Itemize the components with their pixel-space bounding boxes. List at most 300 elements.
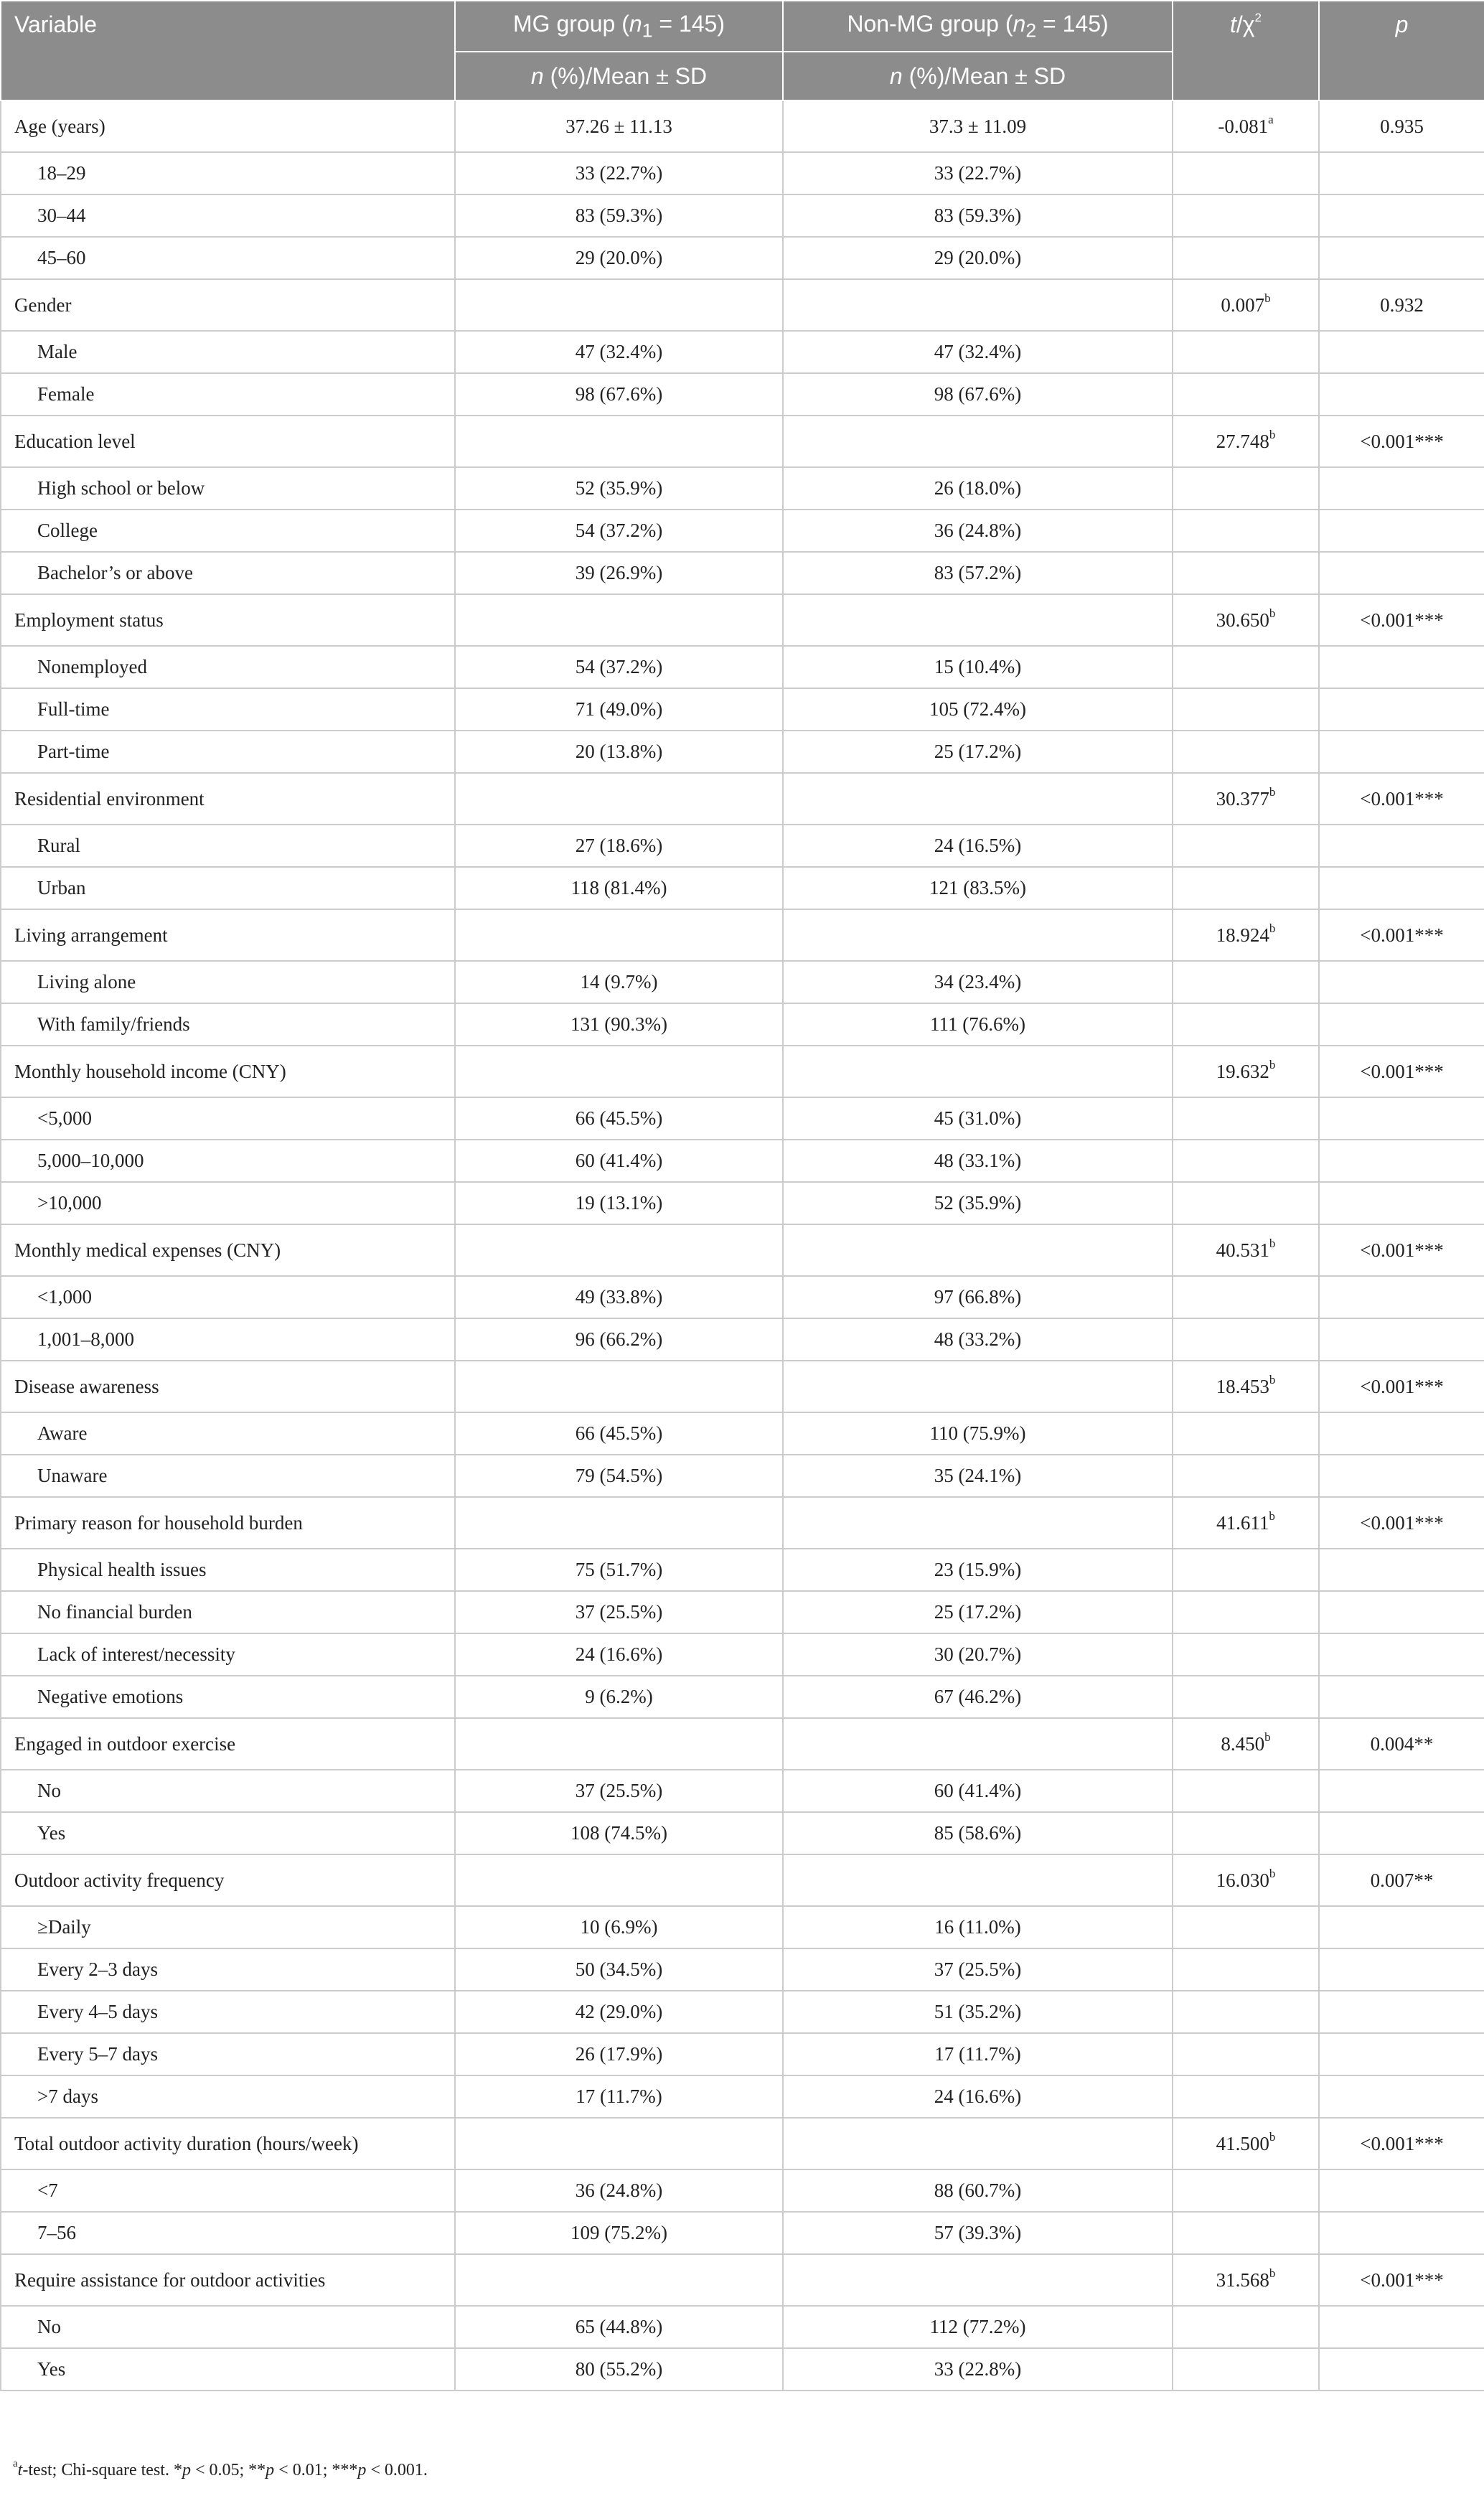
statistic-value: [1173, 1182, 1319, 1224]
mg-value: [455, 773, 783, 825]
category-label: <5,000: [1, 1097, 455, 1140]
statistic-value: [1173, 373, 1319, 416]
category-label: 30–44: [1, 194, 455, 237]
statistic-value: [1173, 867, 1319, 909]
mg-value: 29 (20.0%): [455, 237, 783, 279]
p-value: 0.932: [1319, 279, 1484, 331]
statistic-value: [1173, 909, 1319, 961]
variable-label: Education level: [1, 416, 455, 467]
mg-value: [455, 1854, 783, 1906]
non-mg-value: 60 (41.4%): [783, 1770, 1173, 1812]
table-row-category: [1, 1906, 1484, 1948]
p-value: [1319, 1591, 1484, 1633]
statistic-footnote-mark: b: [1269, 2129, 1276, 2144]
header-p-value: p: [1319, 1, 1484, 100]
table-row-variable: [1, 279, 1484, 331]
mg-value: 47 (32.4%): [455, 331, 783, 373]
table-row-category: [1, 552, 1484, 594]
mg-value: 37.26 ± 11.13: [455, 100, 783, 152]
variable-label: Primary reason for household burden: [1, 1497, 455, 1549]
mg-value: [455, 416, 783, 467]
mg-value: 14 (9.7%): [455, 961, 783, 1003]
table-row-category: [1, 1003, 1484, 1046]
category-label: >7 days: [1, 2075, 455, 2118]
table-row-variable: [1, 594, 1484, 646]
table-row-category: [1, 152, 1484, 194]
mg-value: 50 (34.5%): [455, 1948, 783, 1991]
p-value: <0.001***: [1319, 773, 1484, 825]
statistic-footnote-mark: b: [1269, 606, 1276, 620]
variable-label: Employment status: [1, 594, 455, 646]
mg-value: 39 (26.9%): [455, 552, 783, 594]
statistic-value: [1173, 1854, 1319, 1906]
p-value: [1319, 552, 1484, 594]
table-row-category: [1, 237, 1484, 279]
p-value: [1319, 237, 1484, 279]
p-value: <0.001***: [1319, 1224, 1484, 1276]
category-label: 5,000–10,000: [1, 1140, 455, 1182]
p-value: [1319, 152, 1484, 194]
p-value: [1319, 2033, 1484, 2075]
non-mg-value: 57 (39.3%): [783, 2212, 1173, 2254]
variable-label: Total outdoor activity duration (hours/week): [1, 2118, 455, 2169]
statistic-value: [1173, 1718, 1319, 1770]
variable-label: Living arrangement: [1, 909, 455, 961]
p-value: [1319, 731, 1484, 773]
table-row-variable: [1, 1497, 1484, 1549]
table-row-variable: [1, 416, 1484, 467]
p-value: [1319, 1003, 1484, 1046]
mg-value: 49 (33.8%): [455, 1276, 783, 1318]
category-label: No: [1, 2306, 455, 2348]
category-label: ≥Daily: [1, 1906, 455, 1948]
statistic-value: [1173, 2212, 1319, 2254]
mg-value: 54 (37.2%): [455, 510, 783, 552]
statistic-number: 27.748: [1216, 430, 1269, 452]
mg-value: 10 (6.9%): [455, 1906, 783, 1948]
p-value: [1319, 331, 1484, 373]
mg-value: 24 (16.6%): [455, 1633, 783, 1676]
statistic-value: [1173, 1906, 1319, 1948]
non-mg-value: 112 (77.2%): [783, 2306, 1173, 2348]
statistic-value: [1173, 100, 1319, 152]
p-value: <0.001***: [1319, 909, 1484, 961]
p-value: [1319, 1140, 1484, 1182]
mg-value: 26 (17.9%): [455, 2033, 783, 2075]
mg-value: 75 (51.7%): [455, 1549, 783, 1591]
statistic-value: [1173, 1276, 1319, 1318]
non-mg-value: 83 (57.2%): [783, 552, 1173, 594]
header-non-mg-group: Non-MG group $(n_2 = 145)$: [783, 1, 1173, 52]
mg-value: 96 (66.2%): [455, 1318, 783, 1361]
table-row-category: [1, 373, 1484, 416]
mg-value: 42 (29.0%): [455, 1991, 783, 2033]
non-mg-value: [783, 279, 1173, 331]
non-mg-value: [783, 594, 1173, 646]
non-mg-value: 52 (35.9%): [783, 1182, 1173, 1224]
table-row-variable: [1, 773, 1484, 825]
p-value: [1319, 961, 1484, 1003]
non-mg-value: [783, 909, 1173, 961]
statistic-footnote-mark: b: [1269, 1866, 1276, 1880]
mg-value: [455, 1224, 783, 1276]
category-label: 45–60: [1, 237, 455, 279]
p-value: [1319, 867, 1484, 909]
table-row-category: [1, 1948, 1484, 1991]
table-row-category: [1, 2212, 1484, 2254]
non-mg-value: 37.3 ± 11.09: [783, 100, 1173, 152]
mg-value: [455, 1361, 783, 1412]
p-value: [1319, 688, 1484, 731]
statistic-footnote-mark: b: [1269, 784, 1276, 799]
mg-value: 66 (45.5%): [455, 1412, 783, 1455]
non-mg-value: 30 (20.7%): [783, 1633, 1173, 1676]
variable-label: Monthly household income (CNY): [1, 1046, 455, 1097]
subheader-non-mg: n (%)/Mean ± SD: [783, 52, 1173, 100]
subheader-mg: n (%)/Mean ± SD: [455, 52, 783, 100]
statistic-value: [1173, 552, 1319, 594]
table-row-category: [1, 1676, 1484, 1718]
category-label: Aware: [1, 1412, 455, 1455]
mg-value: 33 (22.7%): [455, 152, 783, 194]
p-value: [1319, 194, 1484, 237]
statistic-value: [1173, 331, 1319, 373]
statistic-value: [1173, 1812, 1319, 1854]
p-value: <0.001***: [1319, 1046, 1484, 1097]
non-mg-value: 83 (59.3%): [783, 194, 1173, 237]
non-mg-value: 16 (11.0%): [783, 1906, 1173, 1948]
statistic-value: [1173, 1991, 1319, 2033]
p-value: <0.001***: [1319, 416, 1484, 467]
non-mg-value: 105 (72.4%): [783, 688, 1173, 731]
category-label: Bachelor’s or above: [1, 552, 455, 594]
p-value: [1319, 1676, 1484, 1718]
non-mg-value: 25 (17.2%): [783, 1591, 1173, 1633]
mg-value: [455, 2254, 783, 2306]
mg-value: 19 (13.1%): [455, 1182, 783, 1224]
non-mg-value: 67 (46.2%): [783, 1676, 1173, 1718]
table-row-category: [1, 1318, 1484, 1361]
statistic-footnote-mark: b: [1269, 1372, 1276, 1387]
category-label: Full-time: [1, 688, 455, 731]
table-row-category: [1, 467, 1484, 510]
p-value: 0.007**: [1319, 1854, 1484, 1906]
non-mg-value: 88 (60.7%): [783, 2169, 1173, 2212]
statistic-value: [1173, 237, 1319, 279]
mg-value: 65 (44.8%): [455, 2306, 783, 2348]
category-label: 7–56: [1, 2212, 455, 2254]
p-value: [1319, 1948, 1484, 1991]
statistic-footnote-mark: b: [1269, 921, 1276, 935]
table-row-variable: [1, 2118, 1484, 2169]
p-value: [1319, 1906, 1484, 1948]
statistic-value: [1173, 1224, 1319, 1276]
statistic-value: [1173, 2306, 1319, 2348]
p-value: [1319, 1991, 1484, 2033]
non-mg-value: 15 (10.4%): [783, 646, 1173, 688]
mg-value: 37 (25.5%): [455, 1770, 783, 1812]
statistic-value: [1173, 1676, 1319, 1718]
statistic-value: [1173, 825, 1319, 867]
mg-value: 80 (55.2%): [455, 2348, 783, 2391]
non-mg-value: 45 (31.0%): [783, 1097, 1173, 1140]
mg-value: [455, 1497, 783, 1549]
statistic-footnote-mark: b: [1269, 2266, 1276, 2280]
p-value: [1319, 1318, 1484, 1361]
table-body: [1, 100, 1484, 2391]
statistic-value: [1173, 1412, 1319, 1455]
table-row-variable: [1, 1854, 1484, 1906]
table-row-category: [1, 1770, 1484, 1812]
statistic-value: [1173, 2348, 1319, 2391]
mg-value: 20 (13.8%): [455, 731, 783, 773]
non-mg-value: 111 (76.6%): [783, 1003, 1173, 1046]
statistic-number: 16.030: [1216, 1869, 1269, 1891]
p-value: [1319, 1412, 1484, 1455]
mg-value: [455, 279, 783, 331]
non-mg-value: 37 (25.5%): [783, 1948, 1173, 1991]
mg-value: 79 (54.5%): [455, 1455, 783, 1497]
table-row-category: [1, 1549, 1484, 1591]
mg-value: [455, 909, 783, 961]
non-mg-value: [783, 2118, 1173, 2169]
non-mg-value: [783, 1854, 1173, 1906]
statistic-value: [1173, 773, 1319, 825]
statistic-value: [1173, 1003, 1319, 1046]
p-value: [1319, 373, 1484, 416]
category-label: Nonemployed: [1, 646, 455, 688]
statistic-value: [1173, 467, 1319, 510]
statistic-number: 0.007: [1221, 294, 1265, 316]
non-mg-value: 34 (23.4%): [783, 961, 1173, 1003]
statistic-value: [1173, 646, 1319, 688]
non-mg-value: 23 (15.9%): [783, 1549, 1173, 1591]
mg-value: 109 (75.2%): [455, 2212, 783, 2254]
table-row-variable: [1, 1224, 1484, 1276]
mg-value: 131 (90.3%): [455, 1003, 783, 1046]
p-value: <0.001***: [1319, 594, 1484, 646]
statistic-value: [1173, 1046, 1319, 1097]
table-row-variable: [1, 1361, 1484, 1412]
p-value: [1319, 2169, 1484, 2212]
p-value: [1319, 1182, 1484, 1224]
statistic-number: -0.081: [1218, 115, 1269, 137]
non-mg-value: [783, 1224, 1173, 1276]
variable-label: Residential environment: [1, 773, 455, 825]
p-value: [1319, 1276, 1484, 1318]
mg-value: [455, 1046, 783, 1097]
statistic-value: [1173, 152, 1319, 194]
statistic-value: [1173, 1097, 1319, 1140]
category-label: With family/friends: [1, 1003, 455, 1046]
table-row-category: [1, 688, 1484, 731]
category-label: Yes: [1, 2348, 455, 2391]
category-label: Living alone: [1, 961, 455, 1003]
mg-value: 36 (24.8%): [455, 2169, 783, 2212]
statistic-number: 18.453: [1216, 1375, 1269, 1397]
category-label: <7: [1, 2169, 455, 2212]
non-mg-value: 36 (24.8%): [783, 510, 1173, 552]
category-label: Yes: [1, 1812, 455, 1854]
variable-label: Outdoor activity frequency: [1, 1854, 455, 1906]
p-value: [1319, 467, 1484, 510]
table-row-category: [1, 1140, 1484, 1182]
p-value: [1319, 646, 1484, 688]
statistic-value: [1173, 1140, 1319, 1182]
non-mg-value: 24 (16.5%): [783, 825, 1173, 867]
table-row-category: [1, 2033, 1484, 2075]
non-mg-value: 85 (58.6%): [783, 1812, 1173, 1854]
table-row-variable: [1, 2254, 1484, 2306]
statistic-value: [1173, 194, 1319, 237]
table-row-variable: [1, 1718, 1484, 1770]
category-label: College: [1, 510, 455, 552]
statistic-value: [1173, 2075, 1319, 2118]
statistic-value: [1173, 688, 1319, 731]
statistic-footnote-mark: b: [1264, 291, 1271, 305]
non-mg-value: 25 (17.2%): [783, 731, 1173, 773]
non-mg-value: 33 (22.8%): [783, 2348, 1173, 2391]
mg-value: 9 (6.2%): [455, 1676, 783, 1718]
statistic-value: [1173, 2169, 1319, 2212]
variable-label: Engaged in outdoor exercise: [1, 1718, 455, 1770]
non-mg-value: 47 (32.4%): [783, 331, 1173, 373]
p-value: [1319, 1770, 1484, 1812]
mg-value: [455, 594, 783, 646]
mg-value: [455, 1718, 783, 1770]
non-mg-value: 121 (83.5%): [783, 867, 1173, 909]
header-variable: Variable: [1, 1, 455, 100]
mg-value: 17 (11.7%): [455, 2075, 783, 2118]
category-label: Unaware: [1, 1455, 455, 1497]
non-mg-value: 35 (24.1%): [783, 1455, 1173, 1497]
statistic-footnote-mark: b: [1264, 1730, 1271, 1744]
category-label: Female: [1, 373, 455, 416]
mg-value: 66 (45.5%): [455, 1097, 783, 1140]
non-mg-value: 48 (33.1%): [783, 1140, 1173, 1182]
category-label: No: [1, 1770, 455, 1812]
mg-value: 98 (67.6%): [455, 373, 783, 416]
table-row-category: [1, 1097, 1484, 1140]
category-label: Every 2–3 days: [1, 1948, 455, 1991]
category-label: 18–29: [1, 152, 455, 194]
table-row-category: [1, 1182, 1484, 1224]
table-row-category: [1, 194, 1484, 237]
p-value: [1319, 1633, 1484, 1676]
p-value: [1319, 1549, 1484, 1591]
non-mg-value: [783, 416, 1173, 467]
variable-label: Disease awareness: [1, 1361, 455, 1412]
non-mg-value: 26 (18.0%): [783, 467, 1173, 510]
header-statistic: $t/\chi^2$: [1173, 1, 1319, 100]
non-mg-value: [783, 1046, 1173, 1097]
statistic-value: [1173, 961, 1319, 1003]
statistic-value: [1173, 594, 1319, 646]
category-label: Urban: [1, 867, 455, 909]
variable-label: Gender: [1, 279, 455, 331]
variable-label: Monthly medical expenses (CNY): [1, 1224, 455, 1276]
p-value: 0.935: [1319, 100, 1484, 152]
p-value: [1319, 510, 1484, 552]
mg-value: 118 (81.4%): [455, 867, 783, 909]
statistic-value: [1173, 1633, 1319, 1676]
header-mg-group: MG group $(n_1 = 145)$: [455, 1, 783, 52]
statistic-footnote-mark: b: [1269, 1509, 1275, 1523]
non-mg-value: 51 (35.2%): [783, 1991, 1173, 2033]
non-mg-value: [783, 1361, 1173, 1412]
footnote: $^a$t-test; Chi-square test. *p < 0.05; **p < 0.01; ***p < 0.001.: [13, 2458, 428, 2479]
category-label: Rural: [1, 825, 455, 867]
p-value: <0.001***: [1319, 1497, 1484, 1549]
category-label: <1,000: [1, 1276, 455, 1318]
statistic-value: [1173, 2033, 1319, 2075]
table-row-category: [1, 961, 1484, 1003]
mg-value: [455, 2118, 783, 2169]
table-row-variable: [1, 909, 1484, 961]
statistic-value: [1173, 1591, 1319, 1633]
non-mg-value: 110 (75.9%): [783, 1412, 1173, 1455]
statistic-number: 30.650: [1216, 609, 1269, 631]
mg-value: 52 (35.9%): [455, 467, 783, 510]
category-label: Negative emotions: [1, 1676, 455, 1718]
non-mg-value: 33 (22.7%): [783, 152, 1173, 194]
table-row-category: [1, 1812, 1484, 1854]
variable-label: Require assistance for outdoor activities: [1, 2254, 455, 2306]
category-label: No financial burden: [1, 1591, 455, 1633]
non-mg-value: 48 (33.2%): [783, 1318, 1173, 1361]
table-header: [1, 1, 1484, 100]
statistic-number: 31.568: [1216, 2269, 1269, 2291]
statistic-value: [1173, 1948, 1319, 1991]
table-row-category: [1, 1276, 1484, 1318]
category-label: Part-time: [1, 731, 455, 773]
statistic-value: [1173, 1455, 1319, 1497]
p-value: [1319, 1097, 1484, 1140]
p-value: [1319, 2075, 1484, 2118]
category-label: High school or below: [1, 467, 455, 510]
table-row-category: [1, 2169, 1484, 2212]
mg-value: 37 (25.5%): [455, 1591, 783, 1633]
table-row-category: [1, 2348, 1484, 2391]
non-mg-value: [783, 1718, 1173, 1770]
mg-value: 108 (74.5%): [455, 1812, 783, 1854]
statistic-number: 41.500: [1216, 2132, 1269, 2154]
statistic-footnote-mark: b: [1269, 1236, 1276, 1250]
statistic-number: 8.450: [1221, 1732, 1265, 1755]
statistic-number: 19.632: [1216, 1060, 1269, 1082]
statistic-footnote-mark: b: [1269, 1057, 1276, 1071]
statistic-value: [1173, 1770, 1319, 1812]
statistic-number: 40.531: [1216, 1239, 1269, 1261]
statistic-value: [1173, 1361, 1319, 1412]
p-value: [1319, 2348, 1484, 2391]
table-row-category: [1, 331, 1484, 373]
table-row-category: [1, 825, 1484, 867]
statistic-number: 30.377: [1216, 787, 1269, 810]
non-mg-value: [783, 773, 1173, 825]
table-row-category: [1, 731, 1484, 773]
statistic-value: [1173, 2254, 1319, 2306]
non-mg-value: 17 (11.7%): [783, 2033, 1173, 2075]
table-row-category: [1, 867, 1484, 909]
table-row-category: [1, 1455, 1484, 1497]
category-label: Physical health issues: [1, 1549, 455, 1591]
category-label: Lack of interest/necessity: [1, 1633, 455, 1676]
non-mg-value: 24 (16.6%): [783, 2075, 1173, 2118]
p-value: [1319, 825, 1484, 867]
statistic-number: 18.924: [1216, 924, 1269, 946]
table-row-category: [1, 510, 1484, 552]
